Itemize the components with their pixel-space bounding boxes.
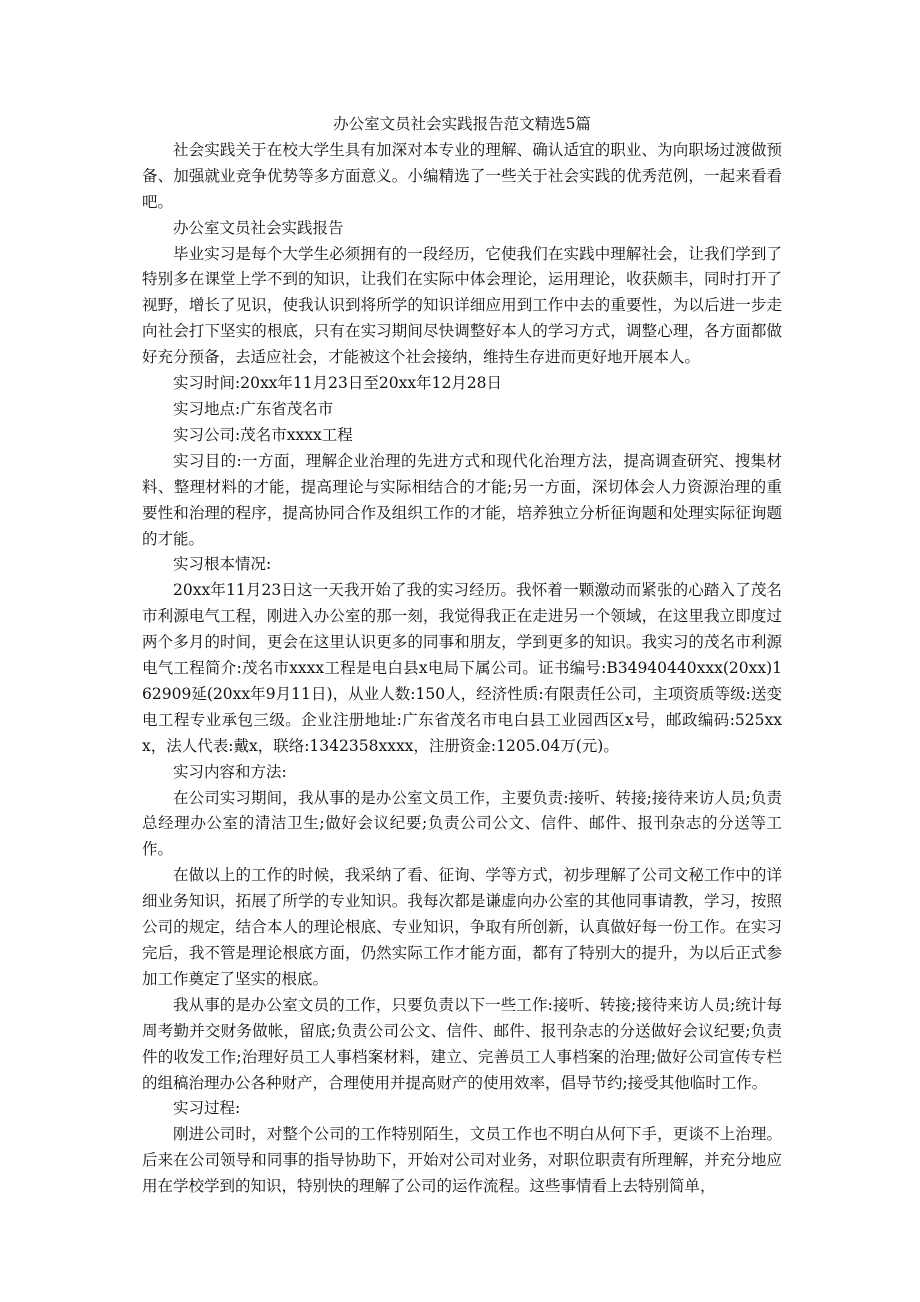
internship-time: 实习时间:20xx年11月23日至20xx年12月28日 <box>173 374 503 393</box>
section-heading-content-methods: 实习内容和方法: <box>173 762 287 781</box>
section-heading-report: 办公室文员社会实践报告 <box>173 218 344 237</box>
paragraph-duties: 在公司实习期间，我从事的是办公室文员工作，主要负责:接听、转接;接待来访人员;负责总经理办公室的清洁卫生;做好会议纪要;负责公司公文、信件、邮件、报刊杂志的分送等工作。 <box>142 788 782 859</box>
paragraph-internship-overview: 毕业实习是每个大学生必须拥有的一段经历，它使我们在实践中理解社会，让我们学到了特别多在课堂上学不到的知识，让我们在实际中体会理论，运用理论，收获颇丰，同时打开了视野，增长了见识，使我认识到将所学的知识详细应用到工作中去的重要性，为以后进一步走向社会打下坚实的根底，只有在实习期间尽快调整好本人的学习方式，调整心理，各方面都做好充分预备，去适应社会，才能被这个社会接纳，维持生存进而更好地开展本人。 <box>142 244 782 367</box>
paragraph-intro: 社会实践关于在校大学生具有加深对本专业的理解、确认适宜的职业、为向职场过渡做预备、加强就业竞争优势等多方面意义。小编精选了一些关于社会实践的优秀范例，一起来看看吧。 <box>142 140 782 211</box>
paragraph-basic-situation: 20xx年11月23日这一天我开始了我的实习经历。我怀着一颗激动而紧张的心踏入了茂名市利源电气工程，刚进入办公室的那一刻，我觉得我正在走进另一个领域，在这里我立即度过两个多月的时间，更会在这里认识更多的同事和朋友，学到更多的知识。我实习的茂名市利源电气工程简介:茂名市xxxx工程是电白县x电局下属公司。证书编号:B34940440xxx(20xx)162909延(20xx年9月11日)，从业人数:150人，经济性质:有限责任公司，主项资质等级:送变电工程专业承包三级。企业注册地址:广东省茂名市电白县工业园西区x号，邮政编码:525xxx，法人代表:戴x，联络:1342358xxxx，注册资金:1205.04万(元)。 <box>142 581 782 755</box>
paragraph-process: 刚进公司时，对整个公司的工作特别陌生，文员工作也不明白从何下手，更谈不上治理。后来在公司领导和同事的指导协助下，开始对公司对业务，对职位职责有所理解，并充分地应用在学校学到的知识，特别快的理解了公司的运作流程。这些事情看上去特别简单， <box>142 1125 782 1196</box>
document-body <box>142 112 782 1200</box>
internship-company: 实习公司:茂名市xxxx工程 <box>173 425 353 444</box>
internship-location: 实习地点:广东省茂名市 <box>173 399 334 418</box>
paragraph-responsibilities: 我从事的是办公室文员的工作，只要负责以下一些工作:接听、转接;接待来访人员;统计每周考勤并交财务做帐，留底;负责公司公文、信件、邮件、报刊杂志的分送做好会议纪要;负责件的收发工作;治理好员工人事档案材料，建立、完善员工人事档案的治理;做好公司宣传专栏的组稿治理办公各种财产，合理使用并提高财产的使用效率，倡导节约;接受其他临时工作。 <box>142 995 782 1092</box>
document-title: 办公室文员社会实践报告范文精选5篇 <box>333 115 591 133</box>
internship-purpose: 实习目的:一方面，理解企业治理的先进方式和现代化治理方法，提高调查研究、搜集材料、整理材料的才能，提高理论与实际相结合的才能;另一方面，深切体会人力资源治理的重要性和治理的程序，提高协同合作及组织工作的才能，培养独立分析征询题和处理实际征询题的才能。 <box>142 451 782 548</box>
paragraph-methods: 在做以上的工作的时候，我采纳了看、征询、学等方式，初步理解了公司文秘工作中的详细业务知识，拓展了所学的专业知识。我每次都是谦虚向办公室的其他同事请教，学习，按照公司的规定，结合本人的理论根底、专业知识，争取有所创新，认真做好每一份工作。在实习完后，我不管是理论根底方面，仍然实际工作才能方面，都有了特别大的提升，为以后正式参加工作奠定了坚实的根底。 <box>142 866 782 988</box>
section-heading-process: 实习过程: <box>173 1099 241 1118</box>
section-heading-basic-situation: 实习根本情况: <box>173 555 272 574</box>
